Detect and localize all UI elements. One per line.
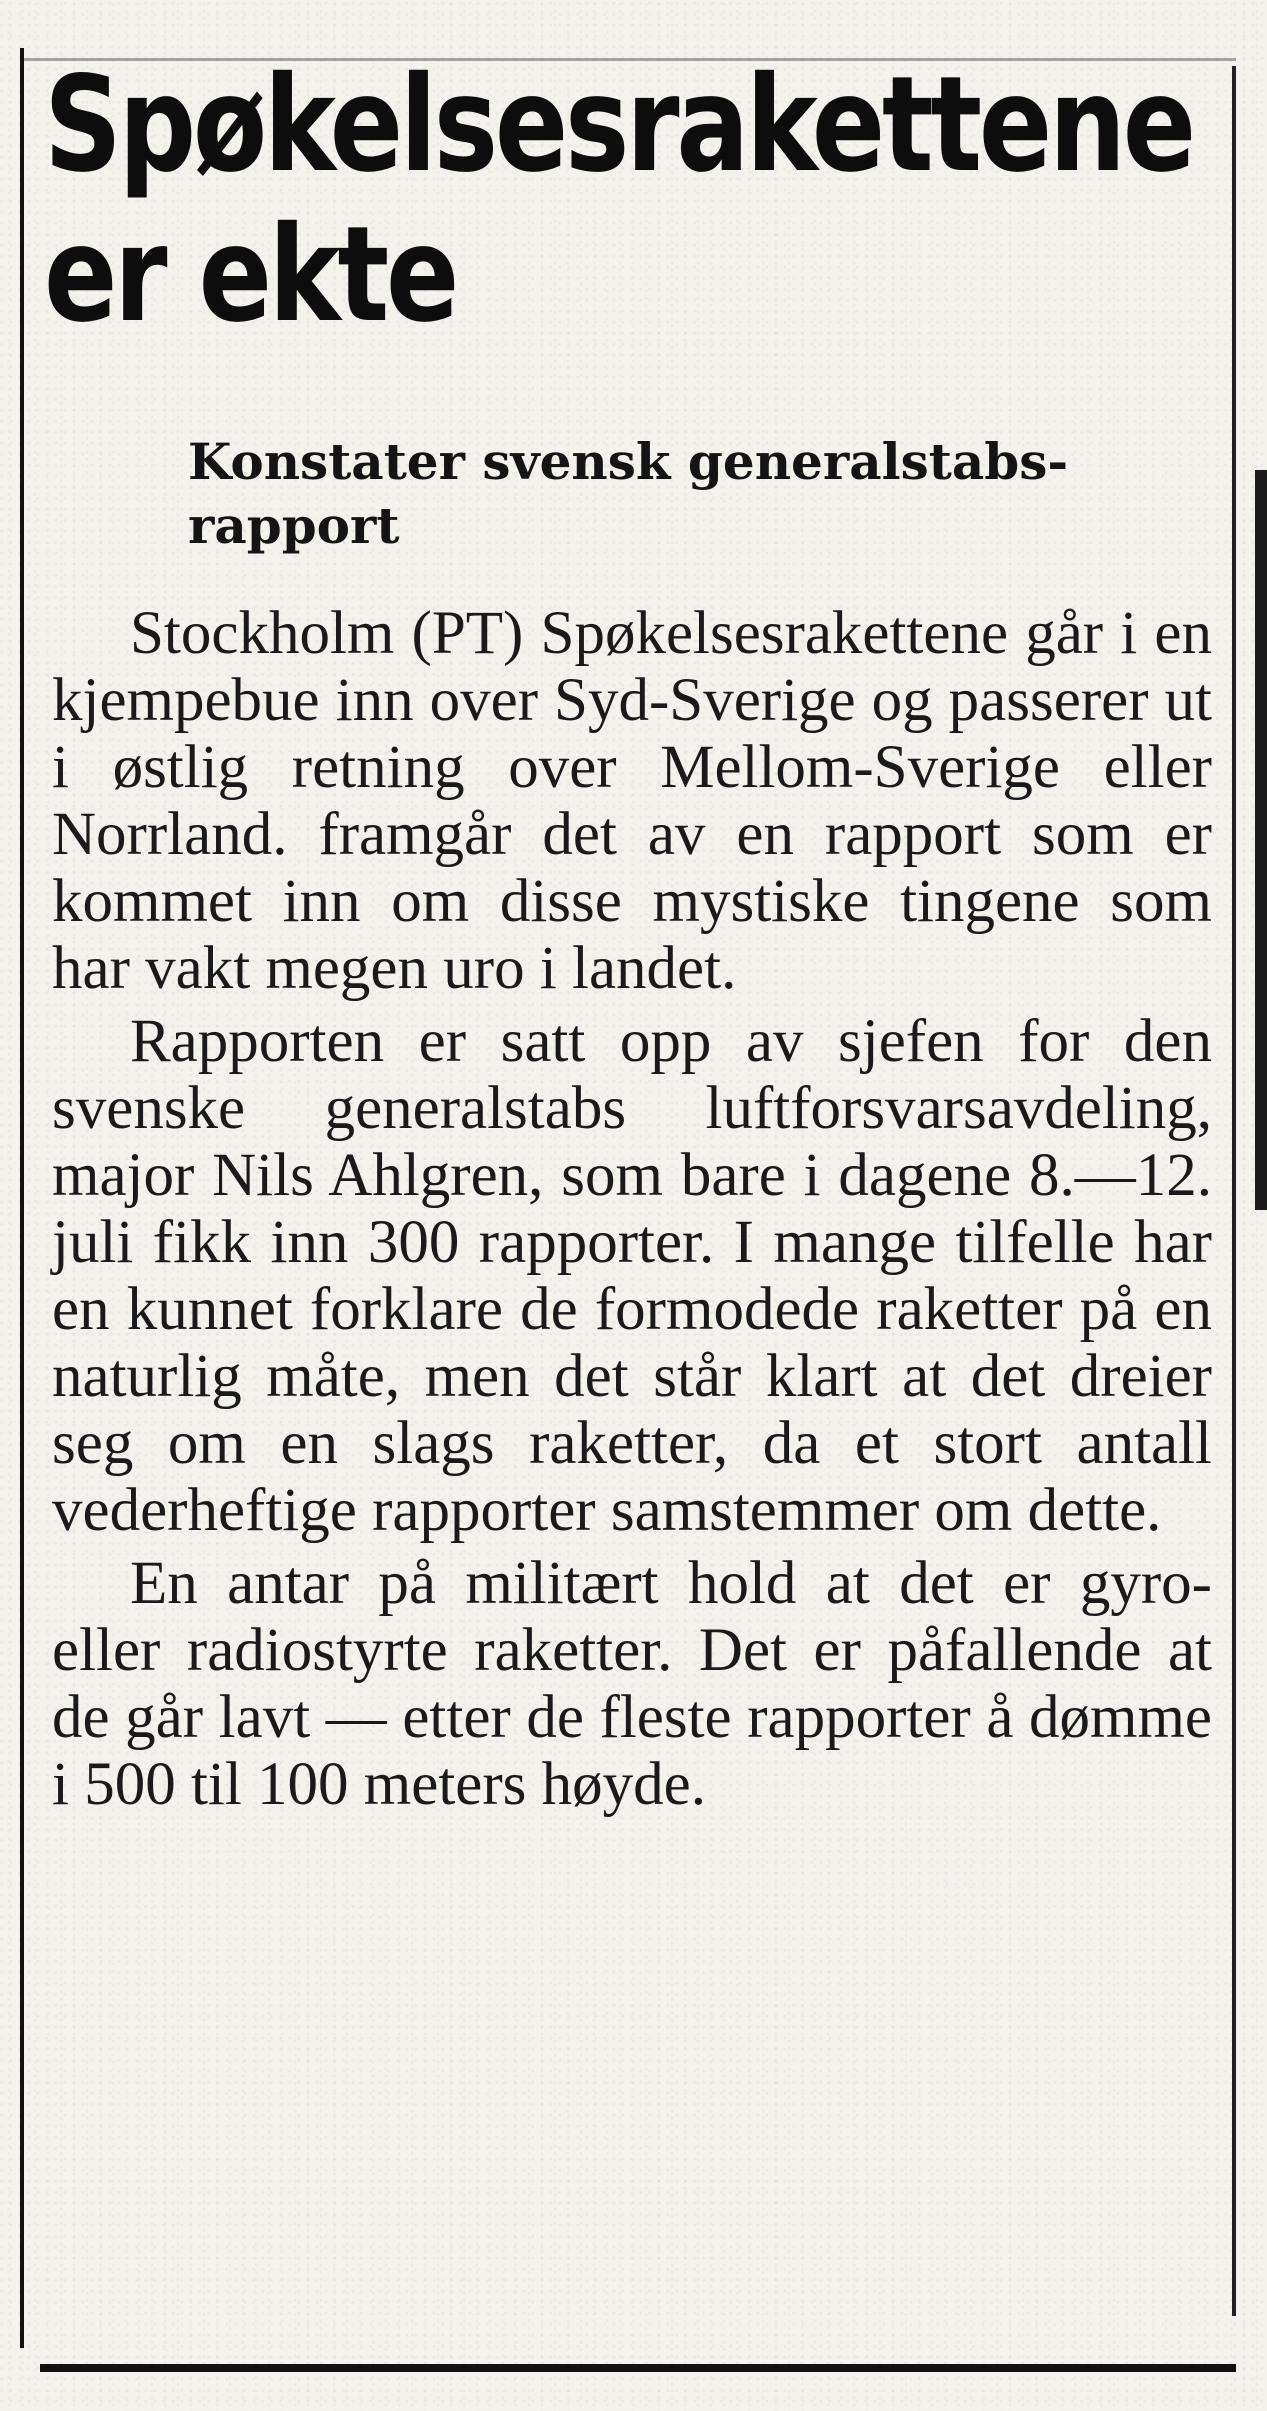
bottom-rule	[40, 2364, 1236, 2372]
right-edge-shadow	[1255, 470, 1267, 1210]
subheadline: Konstater svensk generalstabs-rapport	[188, 432, 1069, 555]
paragraph-2: Rapporten er satt opp av sjefen for den svenske generalstabs luftforsvarsavdeling, major Nils Ahlgren, som bare i dagene 8.—12. juli fikk inn 300 rapporter. I mange tilfelle har en kunnet forklare de formodede raketter på en naturlig måte, men det står klart at det dreier seg om en slags raketter, da et stort antall vederheftige rapporter samstemmer om dette.	[52, 1008, 1212, 1544]
paragraph-1: Stockholm (PT) Spøkelsesrakettene går i en kjempebue inn over Syd-Sverige og passerer ut i østlig retning over Mellom-Sverige eller Norrland. framgår det av en rapport som er kommet inn om disse mystiske tingene som har vakt megen uro i landet.	[52, 600, 1212, 1002]
right-column-rule	[1232, 66, 1236, 2316]
paragraph-3: En antar på militært hold at det er gyro- eller radiostyrte raketter. Det er påfallende at de går lavt — etter de fleste rapporter å dømme i 500 til 100 meters høyde.	[52, 1550, 1212, 1818]
article-body	[52, 600, 1212, 1824]
headline: Spøkelsesrakettene er ekte	[44, 48, 1193, 352]
left-column-rule	[20, 48, 24, 2348]
